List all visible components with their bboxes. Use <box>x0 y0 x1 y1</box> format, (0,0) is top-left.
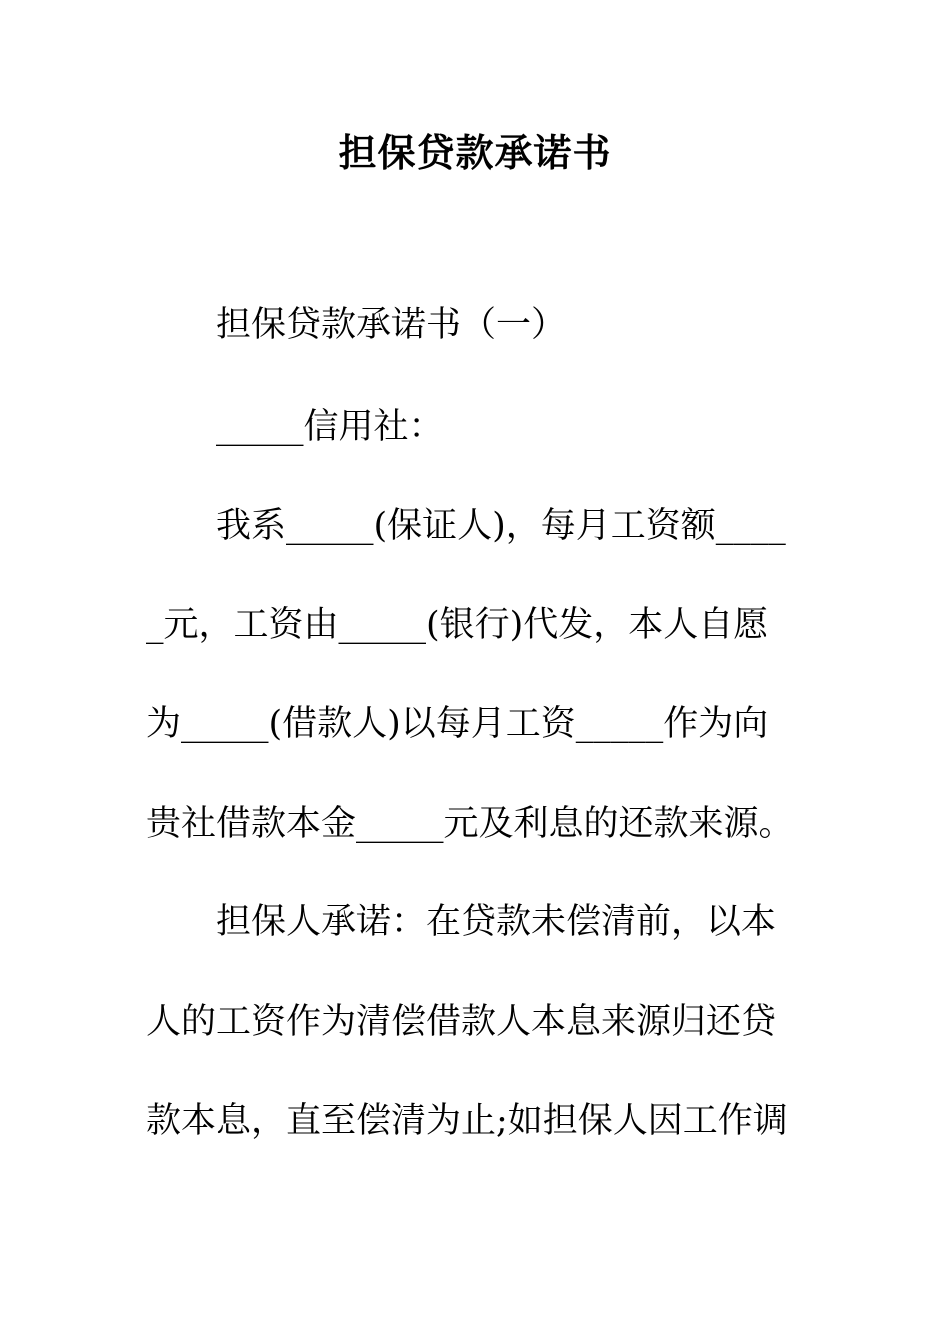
document-title: 担保贷款承诺书 <box>338 130 612 175</box>
paragraph-line: 我系_____(保证人)，每月工资额____ <box>216 506 786 546</box>
paragraph-line: _元，工资由_____(银行)代发，本人自愿 <box>146 605 769 645</box>
paragraph-line: 款本息，直至偿清为止;如担保人因工作调 <box>146 1101 788 1141</box>
salutation-line: _____信用社： <box>216 407 444 447</box>
paragraph-line: 为_____(借款人)以每月工资_____作为向 <box>146 704 769 744</box>
paragraph-line: 人的工资作为清偿借款人本息来源归还贷 <box>146 1002 777 1042</box>
paragraph-line: 担保人承诺：在贷款未偿清前，以本 <box>216 902 777 942</box>
section-heading: 担保贷款承诺书（一） <box>216 305 567 345</box>
paragraph-line: 贵社借款本金_____元及利息的还款来源。 <box>146 804 794 844</box>
